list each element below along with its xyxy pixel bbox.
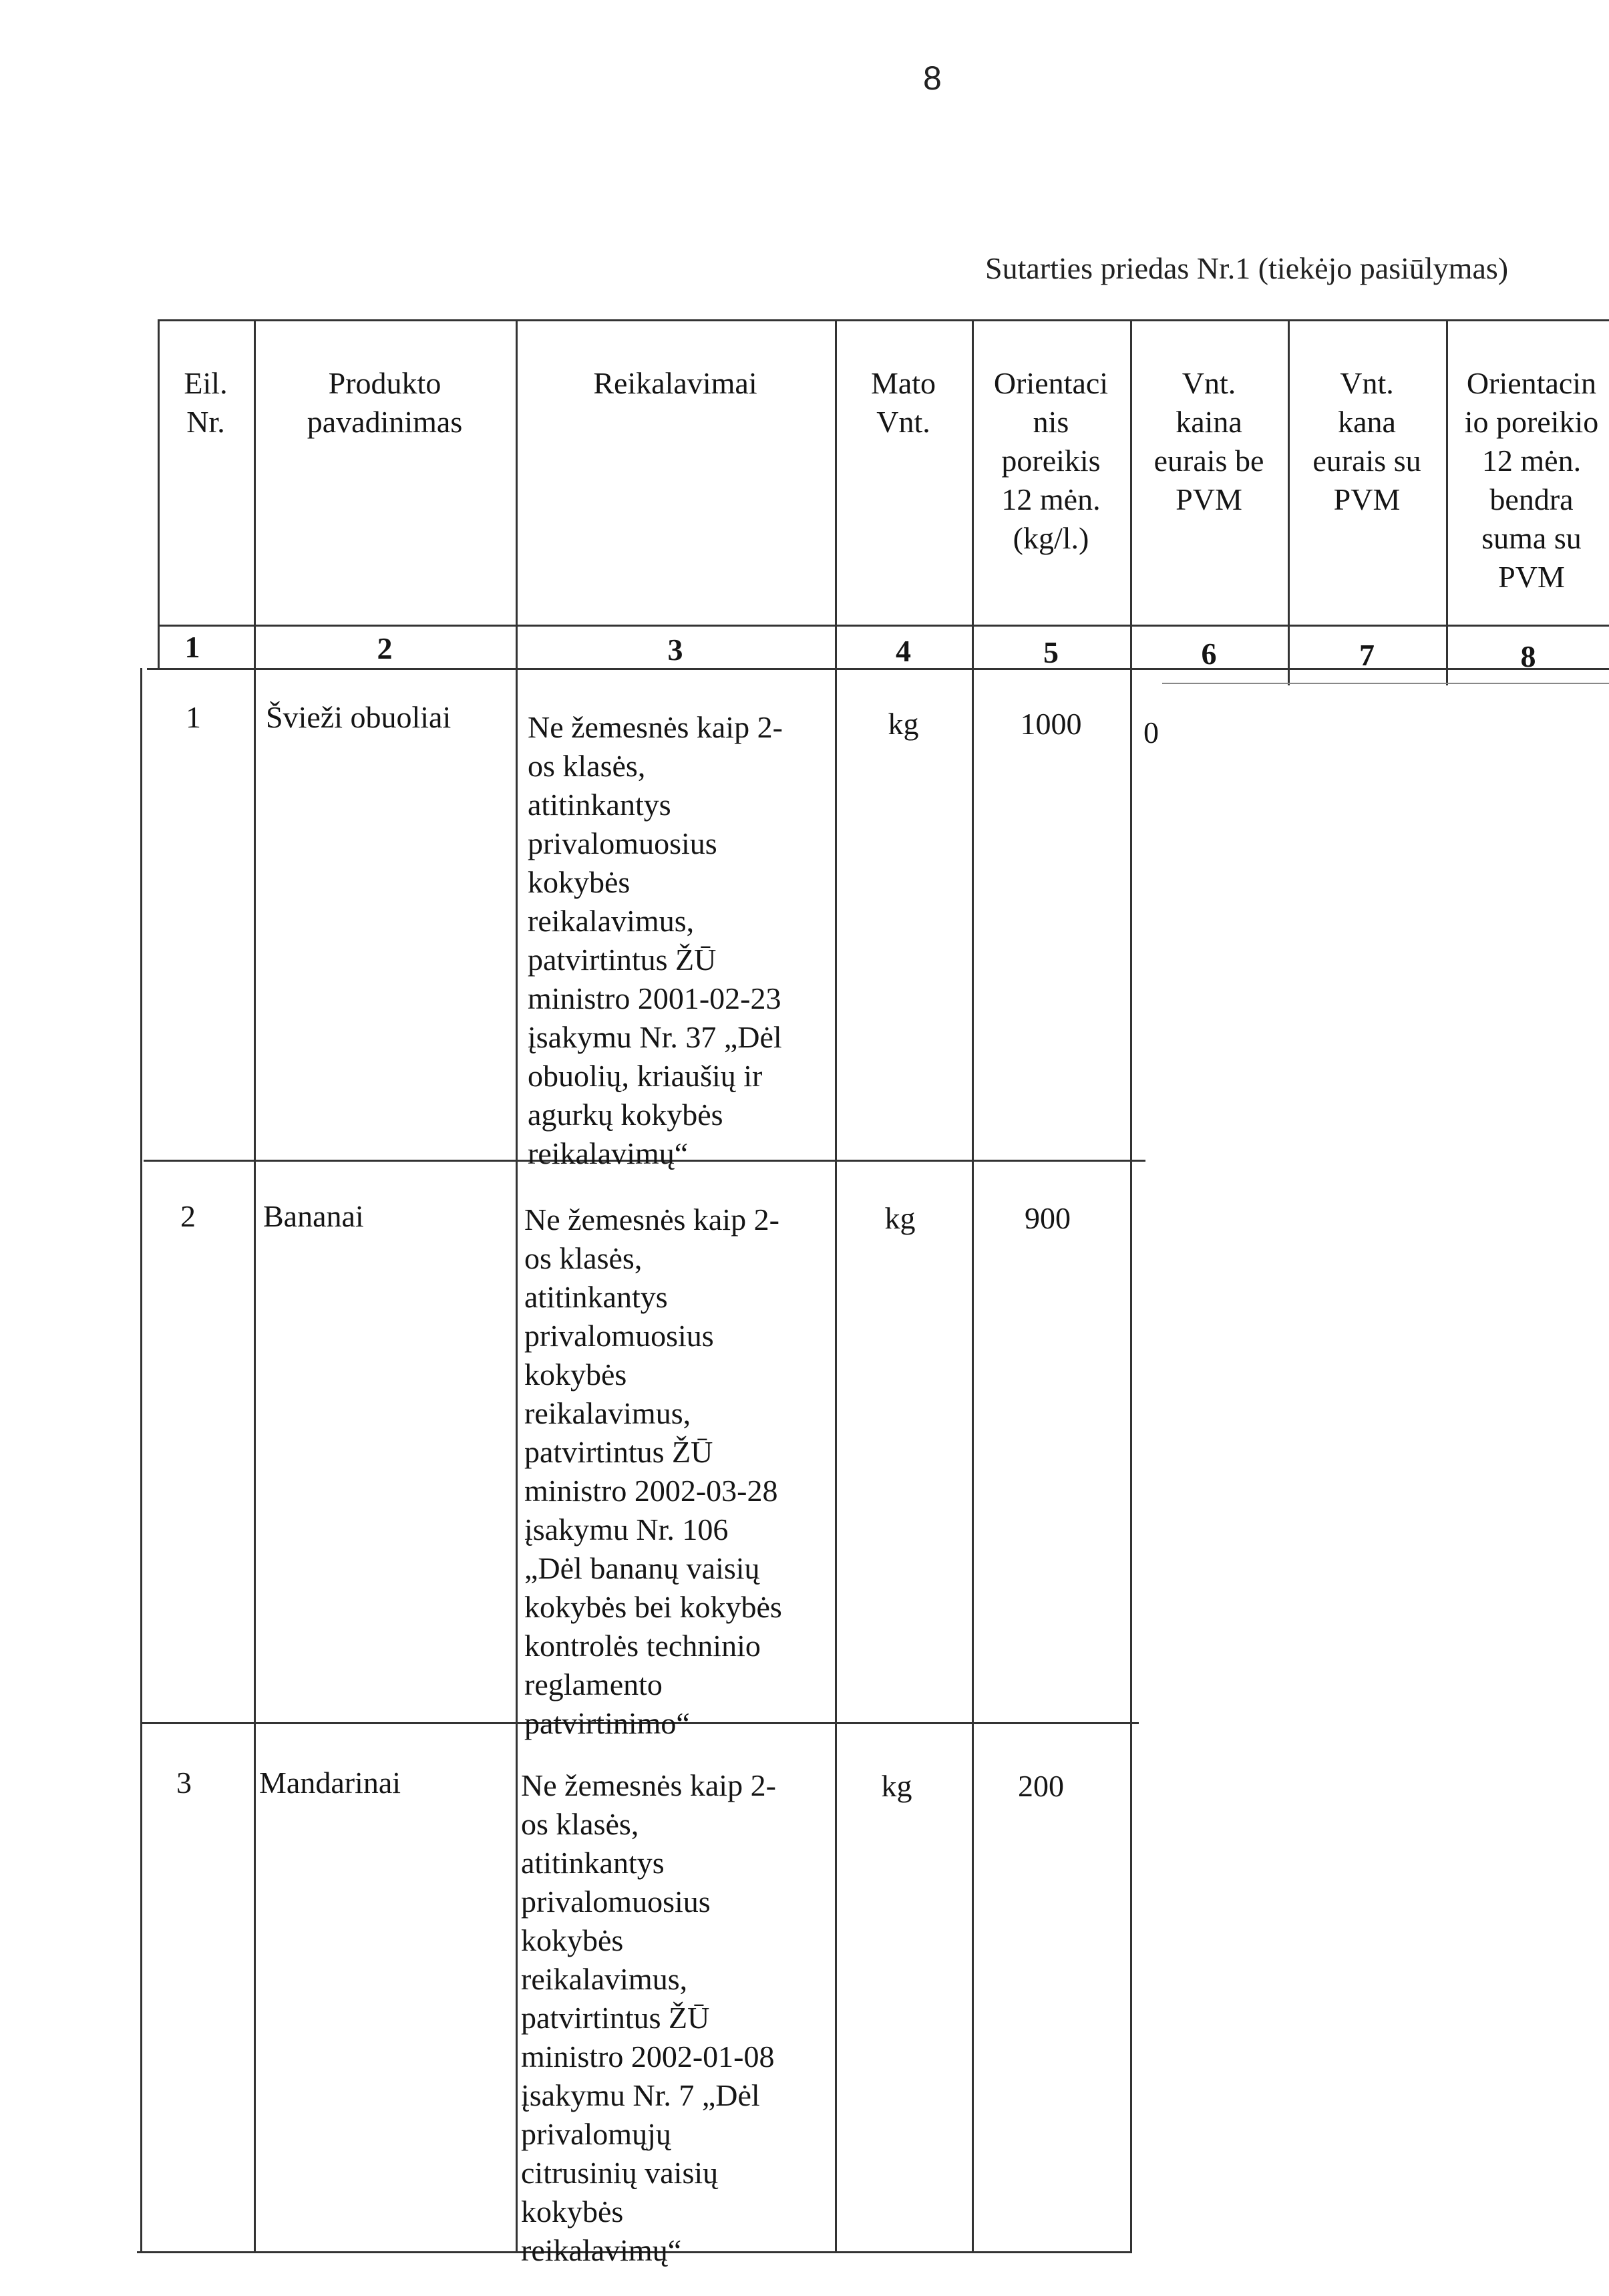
col-number-4: 4	[896, 634, 911, 668]
requirement-line: os klasės,	[528, 749, 646, 783]
row-unit: kg	[884, 1201, 916, 1235]
row-nr: 1	[186, 700, 201, 734]
col-number-6: 6	[1201, 637, 1217, 671]
requirement-line: patvirtintus ŽŪ	[521, 2001, 710, 2035]
page-number: 8	[923, 59, 942, 97]
header-line: 12 mėn.	[1001, 482, 1101, 516]
requirement-line: įsakymu Nr. 37 „Dėl	[528, 1020, 782, 1054]
requirement-line: atitinkantys	[524, 1280, 668, 1314]
header-line: 12 mėn.	[1481, 444, 1582, 478]
requirement-line: privalomųjų	[521, 2117, 671, 2151]
requirement-line: reikalavimus,	[524, 1396, 691, 1430]
requirement-line: patvirtintus ŽŪ	[524, 1435, 713, 1469]
requirement-line: privalomuosius	[528, 826, 717, 860]
header-line: (kg/l.)	[1013, 521, 1089, 555]
requirement-line: privalomuosius	[521, 1884, 711, 1919]
requirement-line: ministro 2002-03-28	[524, 1474, 778, 1508]
requirement-line: atitinkantys	[521, 1846, 665, 1880]
requirement-line: patvirtinimo“	[524, 1706, 690, 1740]
row-unit: kg	[881, 1769, 912, 1803]
row-requirements	[521, 1766, 842, 2270]
rule-v-2	[516, 319, 518, 2253]
col-number-8: 8	[1520, 639, 1536, 673]
header-line: Orientacin	[1466, 366, 1597, 400]
header-line: Vnt.	[876, 405, 930, 439]
requirement-line: kokybės bei kokybės	[524, 1590, 782, 1624]
requirement-line: atitinkantys	[528, 788, 671, 822]
header-line: bendra	[1489, 482, 1574, 516]
requirement-line: kontrolės techninio	[524, 1629, 761, 1663]
header-line: pavadinimas	[307, 405, 463, 439]
requirement-line: „Dėl bananų vaisių	[524, 1551, 760, 1585]
row-nr: 3	[176, 1766, 192, 1800]
header-line: io poreikio	[1464, 405, 1599, 439]
row-nr: 2	[180, 1199, 196, 1233]
requirement-line: kokybės	[521, 1923, 624, 1957]
requirement-line: reglamento	[524, 1667, 663, 1701]
requirement-line: reikalavimus,	[521, 1962, 688, 1996]
requirement-line: ministro 2002-01-08	[521, 2039, 775, 2074]
requirement-line: agurkų kokybės	[528, 1098, 723, 1132]
header-total	[1448, 364, 1609, 597]
header-line: Produkto	[328, 366, 441, 400]
col-number-5: 5	[1043, 635, 1059, 669]
header-price-vat	[1288, 364, 1446, 519]
header-line: kaina	[1176, 405, 1242, 439]
row-product: Mandarinai	[259, 1766, 401, 1800]
requirement-line: ministro 2001-02-23	[528, 981, 781, 1015]
col-number-1: 1	[184, 630, 200, 664]
requirement-line: Ne žemesnės kaip 2-	[524, 1202, 779, 1237]
requirement-line: reikalavimų“	[521, 2233, 682, 2267]
header-line: Vnt.	[1182, 366, 1236, 400]
header-product	[254, 364, 516, 442]
header-line: kana	[1338, 405, 1396, 439]
header-line: PVM	[1498, 560, 1565, 594]
row-unit: kg	[888, 707, 919, 741]
header-price-no-vat	[1130, 364, 1288, 519]
col-number-2: 2	[377, 631, 393, 665]
header-line: suma su	[1481, 521, 1582, 555]
row-requirements	[524, 1200, 845, 1743]
requirement-line: os klasės,	[521, 1807, 639, 1841]
header-line: PVM	[1333, 482, 1401, 516]
header-nr	[158, 364, 254, 442]
header-line: Orientaci	[993, 366, 1109, 400]
rule-partial	[1162, 683, 1609, 684]
requirement-line: Ne žemesnės kaip 2-	[528, 710, 783, 744]
header-line: poreikis	[1001, 444, 1101, 478]
annex-title: Sutarties priedas Nr.1 (tiekėjo pasiūlymas)	[985, 251, 1509, 285]
header-line: PVM	[1176, 482, 1242, 516]
requirement-line: kokybės	[524, 1357, 627, 1391]
header-unit	[835, 364, 972, 442]
row-unit-price: 0	[1143, 715, 1159, 750]
requirement-line: os klasės,	[524, 1241, 643, 1275]
requirement-line: kokybės	[521, 2194, 624, 2229]
col-number-7: 7	[1359, 638, 1375, 672]
rule-v-left-body	[140, 668, 142, 2253]
requirement-line: citrusinių vaisių	[521, 2156, 719, 2190]
row-demand: 1000	[1020, 707, 1082, 741]
col-number-3: 3	[667, 633, 683, 667]
requirement-line: reikalavimų“	[528, 1136, 689, 1170]
header-demand	[972, 364, 1130, 558]
rule-header-bottom	[158, 625, 1609, 627]
header-requirements	[516, 364, 835, 403]
requirement-line: įsakymu Nr. 106	[524, 1512, 729, 1546]
row-requirements	[528, 708, 848, 1173]
row-product: Bananai	[263, 1199, 364, 1233]
requirement-line: patvirtintus ŽŪ	[528, 943, 717, 977]
rule-top	[158, 319, 1609, 321]
header-line: Nr.	[186, 405, 225, 439]
header-line: Vnt.	[1340, 366, 1394, 400]
header-line: Mato	[870, 366, 936, 400]
requirement-line: privalomuosius	[524, 1319, 714, 1353]
rule-v-4	[972, 319, 974, 2253]
rule-v-1	[254, 319, 256, 2253]
rule-v-5	[1130, 319, 1132, 2253]
header-line: Eil.	[184, 366, 228, 400]
requirement-line: Ne žemesnės kaip 2-	[521, 1768, 776, 1802]
requirement-line: įsakymu Nr. 7 „Dėl	[521, 2078, 760, 2112]
row-demand: 900	[1025, 1201, 1071, 1235]
row-demand: 200	[1018, 1769, 1064, 1803]
header-line: eurais su	[1312, 444, 1421, 478]
header-line: nis	[1033, 405, 1069, 439]
requirement-line: kokybės	[528, 865, 631, 899]
requirement-line: reikalavimus,	[528, 904, 695, 938]
requirement-line: obuolių, kriaušių ir	[528, 1059, 763, 1093]
header-line: eurais be	[1153, 444, 1264, 478]
row-product: Švieži obuoliai	[266, 700, 452, 734]
header-line: Reikalavimai	[593, 366, 757, 400]
